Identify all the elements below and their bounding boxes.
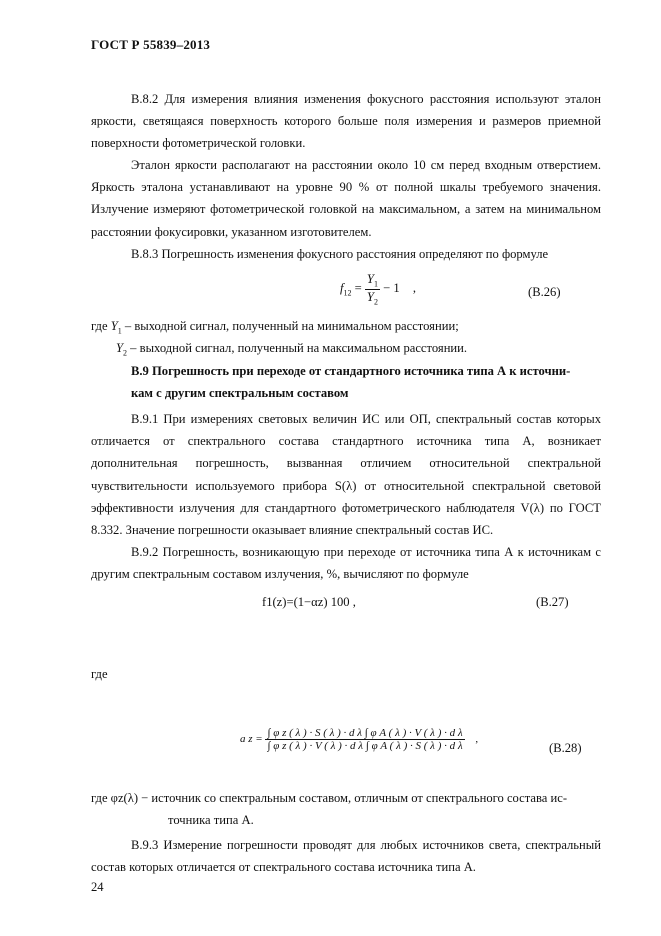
f26-lhs-sub: 12 — [343, 288, 352, 298]
f26-tail: − 1 — [383, 280, 400, 295]
formula-b26 — [340, 272, 416, 306]
paragraph-b83: В.8.3 Погрешность изменения фокусного расстояния определяют по формуле — [131, 247, 549, 261]
section-b9-title-line1: В.9 Погрешность при переходе от стандартного источника типа А к источни- — [131, 364, 571, 378]
f26-num-sub: 1 — [373, 279, 378, 289]
where-y1-prefix: где — [91, 319, 108, 333]
f26-fraction — [365, 272, 380, 306]
paragraph-etalon: Эталон яркости располагают на расстоянии около 10 см перед входным отверстием. Яркость эталона устанавливают на уровне 90 % от полной шкалы требуемого значения. Излучение измеряют фотометрической головкой на максимальном, а затем на минимальном расстоянии фокусировки, указанном изготовителем. — [91, 158, 601, 239]
formula-b27-label: (В.27) — [536, 595, 569, 609]
document-header: ГОСТ Р 55839–2013 — [91, 37, 211, 52]
f26-lhs: f — [340, 280, 344, 295]
paragraph-b91: В.9.1 При измерениях световых величин ИС или ОП, спектральный состав которых отличается от спектрального состава стандартного источника типа А, возникает дополнительная погрешность, вызванная отличием относительной спектральной чувствительности используемого прибора S(λ) от относительной спектральной световой эффективности излучения для стандартного фотометрического наблюдателя V(λ) по ГОСТ 8.332. Значение погрешности оказывает влияние спектральный состав ИС. — [91, 412, 601, 538]
where-y2 — [116, 341, 467, 358]
paragraph-b92: В.9.2 Погрешность, возникающую при переходе от источника типа А к источникам с другим спектральным составом излучения, %, вычисляют по формуле — [91, 545, 601, 582]
where-phi-line2: точника типа А. — [168, 813, 254, 827]
where-phi-line1: где φz(λ) − источник со спектральным составом, отличным от спектрального состава ис- — [91, 791, 568, 805]
formula-b28-label: (В.28) — [549, 741, 582, 755]
formula-b27: f1(z)=(1−αz) 100 , — [262, 595, 356, 609]
formula-b28 — [240, 727, 478, 752]
section-b9-title-line2: кам с другим спектральным составом — [131, 386, 349, 400]
where-y1-var: Y — [110, 319, 118, 333]
f26-num: Y — [366, 272, 374, 286]
f28-lhs: a z = — [240, 733, 263, 746]
page-number: 24 — [91, 880, 104, 894]
f28-num: ∫ φ z ( λ ) · S ( λ ) · d λ ∫ φ A ( λ ) · V ( λ ) · d λ — [267, 727, 463, 739]
where-y1 — [91, 319, 459, 336]
formula-b26-label: (В.26) — [528, 285, 561, 299]
f28-comma: , — [475, 733, 479, 746]
f28-den: ∫ φ z ( λ ) · V ( λ ) · d λ ∫ φ A ( λ ) · S ( λ ) · d λ — [267, 740, 463, 752]
where-y1-text: – выходной сигнал, полученный на минимальном расстоянии; — [124, 319, 459, 333]
paragraph-b82: В.8.2 Для измерения влияния изменения фокусного расстояния используют эталон яркости, светящаяся поверхность которого больше поля измерения и размеров приемной поверхности фотометрической головки. — [91, 92, 601, 151]
where-y1-sub: 1 — [117, 326, 122, 336]
f26-den: Y — [366, 289, 374, 304]
f26-comma: , — [412, 280, 416, 295]
where-y2-var: Y — [116, 341, 124, 355]
f26-eq: = — [354, 280, 362, 295]
f26-den-sub: 2 — [373, 297, 378, 307]
where-y2-sub: 2 — [123, 348, 128, 358]
f28-fraction — [265, 727, 464, 752]
where-y2-text: – выходной сигнал, полученный на максимальном расстоянии. — [130, 341, 468, 355]
paragraph-b93: В.9.3 Измерение погрешности проводят для любых источников света, спектральный состав которых отличается от спектрального состава источника типа А. — [91, 838, 601, 875]
where-label: где — [91, 667, 108, 681]
